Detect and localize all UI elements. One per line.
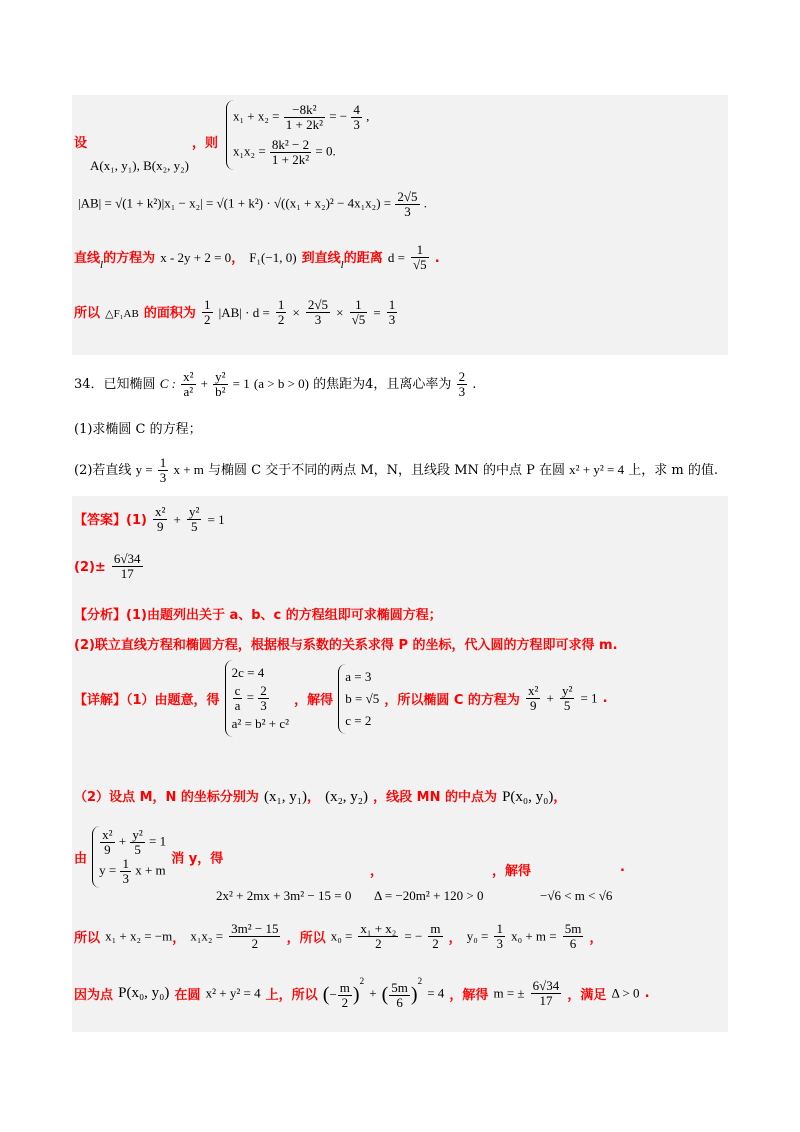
answer-part-2: (2)± $\frac{6√34}{17}$ xyxy=(74,551,141,581)
analysis-1: 【分析】(1)由题列出关于 a、b、c 的方程组即可求椭圆方程； xyxy=(74,608,442,623)
question-part-2: (2)若直线 y = $\frac{1}{3}$ x + m 与椭圆 C 交于不同的两点 M，N，且线段 MN 的中点 P 在圆 x² + y² = 4 上，求 m 的值. xyxy=(74,455,719,485)
comma-solve: ，解得 xyxy=(492,864,532,879)
comma-a: ， xyxy=(370,864,384,879)
text-ze: ，则 xyxy=(192,136,219,151)
detail-part-2-setup: （2）设点 M，N 的坐标分别为 (x₁, y₁)， (x₂, y₂) ，线段 MN 的中点为 P(x₀, y₀)， xyxy=(74,789,567,805)
solution-block-answer xyxy=(72,496,728,1032)
discriminant: Δ = −20m² + 120 > 0 xyxy=(374,888,484,903)
line-l-distance: 直线$_l$的方程为 x - 2y + 2 = 0， F₁(−1, 0) 到直线$_l$的距离 d = $\frac{1}{√5}$ . xyxy=(74,242,440,272)
m-range: −√6 < m < √6 xyxy=(540,888,613,903)
final-solve: 因为点 P(x₀, y₀) 在圆 x² + y² = 4 上，所以 (− $\frac{m}{2}$ )$^2$ + ( $\frac{5m}{6}$ )$^2$ = 4 ，解得 m = ± $\frac{6√34}{17}$ ，满足 Δ > 0 . xyxy=(74,976,650,1010)
question-part-1: (1)求椭圆 C 的方程； xyxy=(74,422,202,437)
ab-length-formula: |AB| = √(1 + k²)|x₁ − x₂| = √(1 + k²) · √((x₁ + x₂)² − 4x₁x₂) = $\frac{2√5}{3}$ . xyxy=(78,189,428,219)
period-range: . xyxy=(620,860,625,875)
detail-system: 由 $\frac{\text{x²}}{9}$ + $\frac{\text{y²}}{5}$ = 1 y = $\frac{1}{3}$ x + m 消 y，得 xyxy=(74,827,224,886)
answer-part-1: 【答案】(1) $\frac{\text{x²}}{9}$ + $\frac{\text{y²}}{5}$ = 1 xyxy=(74,504,225,534)
question-34-stem: 34．已知椭圆 C : $\frac{\text{x²}}{\text{a²}}$ + $\frac{\text{y²}}{\text{b²}}$ = 1 (a > b > 0) 的焦距为4，且离心率为 $\frac{2}{3}$ . xyxy=(74,369,477,399)
vieta-midpoint: 所以 x₁ + x₂ = −m， x₁x₂ = $\frac{\text{3m² − 15}}{2}$ ，所以 x₀ = $\frac{\text{x₁ + x₂}}{2}$ = − $\frac{m}{2}$ ， y₀ = $\frac{1}{3}$ x₀ + m = $\frac{5m}{6}$ ， xyxy=(74,921,603,951)
detail-part-1: 【详解】（1）由题意，得 2c = 4 $\frac{c}{a}$ = $\frac{2}{3}$ a² = b² + c² ，解得 a = 3 b = √5 c = 2 ，所以椭圆 C 的方程为 $\frac{\text{x²}}{9}$ + $\frac{\text{y²}}{5}$ = 1 . xyxy=(74,660,608,737)
analysis-2: (2)联立直线方程和椭圆方程，根据根与系数的关系求得 P 的坐标，代入圆的方程即可求得 m. xyxy=(74,638,618,653)
text-she: 设 xyxy=(74,136,88,151)
system-x1x2: x₁ + x₂ = $\frac{\text{−8k²}}{\text{1 + 2k²}}$ = − $\frac{4}{3}$ , x₁x₂ = $\frac{\text{8k² − 2}}{\text{1 + 2k²}}$ = 0. xyxy=(226,100,369,170)
quadratic-eq: 2x² + 2mx + 3m² − 15 = 0 xyxy=(216,888,352,903)
triangle-area: 所以 △F₁AB 的面积为 $\frac{1}{2}$ |AB| · d = $\frac{1}{2}$ × $\frac{2√5}{3}$ × $\frac{1}{√5}$ = $\frac{1}{3}$ xyxy=(74,297,396,327)
points-ab: A(x₁, y₁), B(x₂, y₂) xyxy=(90,158,190,173)
